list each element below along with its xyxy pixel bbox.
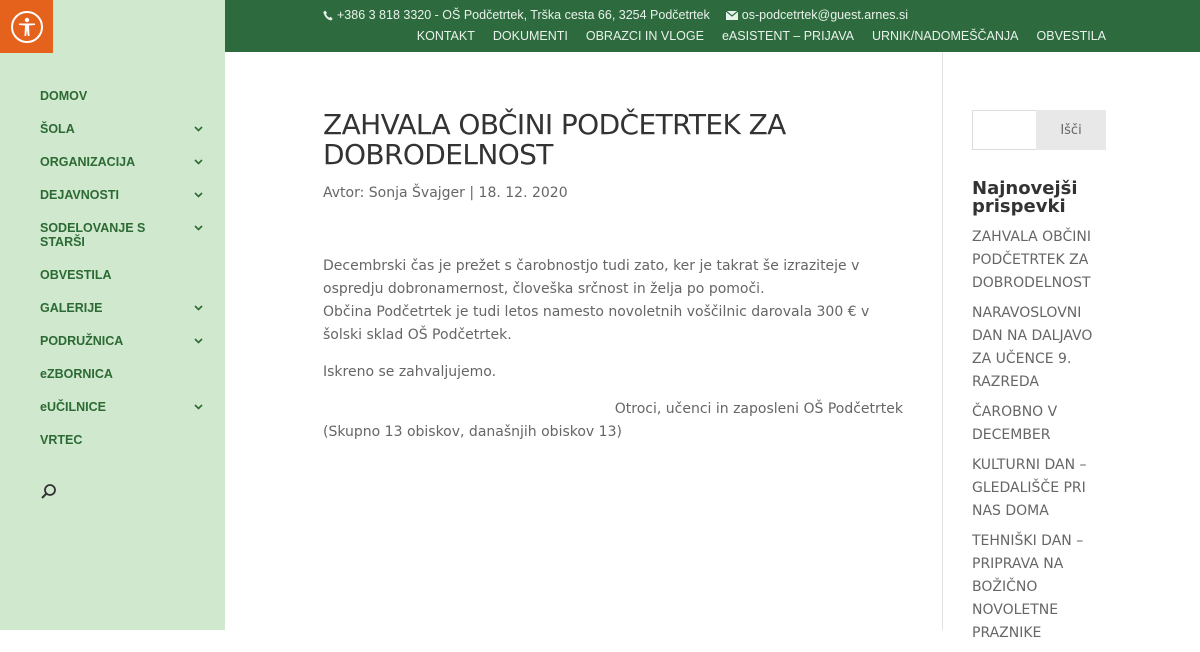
envelope-icon [726, 11, 738, 20]
search-button[interactable]: Išči [1036, 110, 1106, 150]
sidebar-item-šola[interactable] [40, 122, 210, 136]
sidebar-item-podružnica[interactable] [40, 334, 210, 348]
top-nav-link[interactable]: DOKUMENTI [492, 29, 568, 43]
sidebar-item-ezbornica[interactable] [40, 367, 210, 381]
sidebar-item-label: eZBORNICA [40, 367, 113, 381]
accessibility-button[interactable] [0, 0, 53, 53]
top-nav-link[interactable]: URNIK/NADOMEŠČANJA [871, 29, 1019, 43]
sidebar-nav [40, 89, 210, 466]
visit-counter: (Skupno 13 obiskov, današnjih obiskov 13) [323, 424, 622, 440]
top-nav-link[interactable]: OBVESTILA [1036, 29, 1106, 43]
sidebar-item-label: GALERIJE [40, 301, 103, 315]
top-header [225, 0, 1200, 52]
sidebar-item-eučilnice[interactable] [40, 400, 210, 414]
phone-icon [323, 10, 333, 21]
sidebar-item-label: OBVESTILA [40, 268, 112, 282]
sidebar-item-sodelovanje-s-starši[interactable] [40, 221, 210, 249]
author-link[interactable]: Sonja Švajger [368, 185, 465, 201]
recent-post-link[interactable]: KULTURNI DAN – GLEDALIŠČE PRI NAS DOMA [972, 457, 1087, 519]
sidebar-item-label: VRTEC [40, 433, 83, 447]
recent-post-link[interactable]: NARAVOSLOVNI DAN NA DALJAVO ZA UČENCE 9. RAZREDA [972, 305, 1093, 390]
top-nav [399, 29, 1106, 43]
sidebar-item-obvestila[interactable] [40, 268, 210, 282]
post-paragraph: Občina Podčetrtek je tudi letos namesto novoletnih voščilnic darovala 300 € v šolski sklad OŠ Podčetrtek. [323, 304, 870, 343]
sidebar-item-label: SODELOVANJE S STARŠI [40, 221, 146, 249]
chevron-down-icon[interactable] [192, 188, 204, 202]
recent-posts-title: Najnovejši prispevki [972, 178, 1078, 217]
sidebar-item-label: DOMOV [40, 89, 88, 103]
post-body [323, 255, 903, 444]
post-title: ZAHVALA OBČINI PODČETRTEK ZA DOBRODELNOST [323, 108, 786, 171]
sidebar-item-label: ORGANIZACIJA [40, 155, 136, 169]
post-meta [323, 185, 903, 201]
chevron-down-icon[interactable] [192, 400, 204, 414]
chevron-down-icon[interactable] [192, 334, 204, 348]
sidebar-item-galerije[interactable] [40, 301, 210, 315]
top-nav-link[interactable]: OBRAZCI IN VLOGE [585, 29, 704, 43]
sidebar-divider [942, 52, 943, 630]
chevron-down-icon[interactable] [192, 155, 204, 169]
email-link[interactable]: os-podcetrtek@guest.arnes.si [741, 8, 909, 22]
sidebar-search-icon[interactable] [40, 483, 60, 503]
recent-post-link[interactable]: TEHNIŠKI DAN – PRIPRAVA NA BOŽIČNO NOVOLETNE PRAZNIKE [972, 533, 1084, 641]
recent-post-link[interactable]: ČAROBNO V DECEMBER [972, 404, 1058, 443]
chevron-down-icon[interactable] [192, 221, 204, 235]
contact-info [323, 8, 908, 22]
sidebar-item-label: DEJAVNOSTI [40, 188, 119, 202]
recent-post-link[interactable]: ZAHVALA OBČINI PODČETRTEK ZA DOBRODELNOST [972, 229, 1091, 291]
sidebar-item-dejavnosti[interactable] [40, 188, 210, 202]
post-content [323, 110, 903, 458]
recent-posts-list [972, 226, 1100, 652]
post-signature: Otroci, učenci in zaposleni OŠ Podčetrtek [614, 401, 903, 417]
meta-separator: | [464, 185, 479, 201]
sidebar-item-label: PODRUŽNICA [40, 334, 124, 348]
top-nav-link[interactable]: KONTAKT [416, 29, 475, 43]
widget-search [972, 110, 1106, 150]
top-nav-link[interactable]: eASISTENT – PRIJAVA [721, 29, 854, 43]
post-paragraph: Decembrski čas je prežet s čarobnostjo tudi zato, ker je takrat še izraziteje v ospredju dobronamernost, človeška srčnost in želja po pomoči. [323, 258, 860, 297]
phone-address-text: +386 3 818 3320 - OŠ Podčetrtek, Trška cesta 66, 3254 Podčetrtek [337, 8, 710, 22]
sidebar-item-organizacija[interactable] [40, 155, 210, 169]
sidebar-item-label: ŠOLA [40, 122, 75, 136]
author-prefix: Avtor: [323, 185, 369, 201]
sidebar-item-vrtec[interactable] [40, 433, 210, 447]
chevron-down-icon[interactable] [192, 122, 204, 136]
post-date: 18. 12. 2020 [478, 185, 568, 201]
search-input[interactable] [972, 110, 1036, 150]
post-paragraph: Iskreno se zahvaljujemo. [323, 364, 497, 380]
sidebar-item-domov[interactable] [40, 89, 210, 103]
accessibility-icon [11, 11, 43, 43]
sidebar-item-label: eUČILNICE [40, 400, 106, 414]
chevron-down-icon[interactable] [192, 301, 204, 315]
sidebar [0, 0, 225, 630]
